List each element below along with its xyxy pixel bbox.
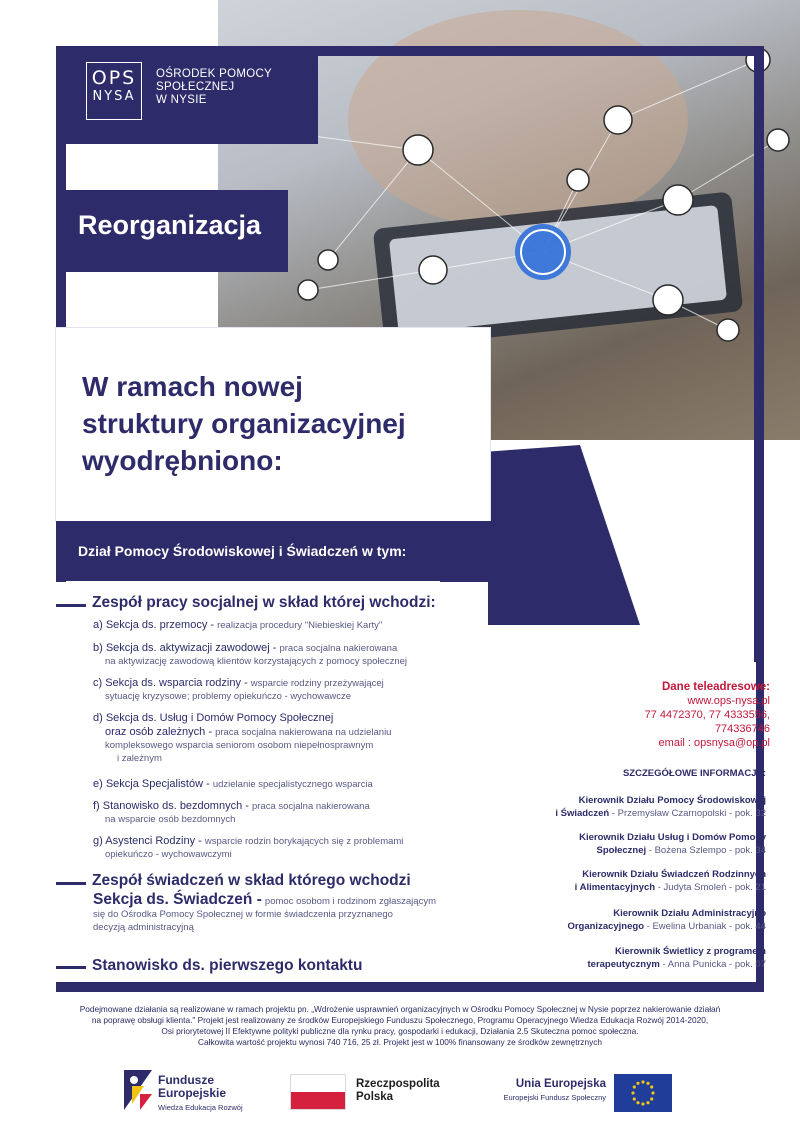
logo-mark-top: OPS xyxy=(91,67,137,89)
funding-logos xyxy=(0,1060,800,1130)
item-desc: praca socjalna nakierowana xyxy=(279,643,398,654)
item-desc-cont: opiekuńczo - wychowawczymi xyxy=(105,849,232,860)
department-title: Dział Pomocy Środowiskowej i Świadczeń w tym: xyxy=(78,543,407,559)
manager-role: Kierownik Działu Usług i Domów Pomocy xyxy=(579,832,766,843)
list-item xyxy=(93,642,407,668)
list-item xyxy=(93,712,333,725)
pl-line1: Rzeczpospolita xyxy=(356,1078,440,1090)
fundusze-europejskie-text xyxy=(158,1074,243,1112)
section-marker xyxy=(56,966,86,969)
department-band xyxy=(56,521,500,581)
manager-entry xyxy=(575,869,766,894)
manager-role: i Świadczeń xyxy=(555,807,610,819)
fe-line3: Wiedza Edukacja Rozwój xyxy=(158,1103,243,1112)
list-item xyxy=(93,800,370,826)
manager-role: Organizacyjnego xyxy=(567,920,645,932)
item-desc-cont: na aktywizację zawodową klientów korzystających z pomocy społecznej xyxy=(105,656,408,667)
team2-heading: Zespół świadczeń w skład którego wchodzi xyxy=(92,872,411,889)
item-desc-cont: kompleksowego wsparcia seniorom osobom niepełnosprawnym xyxy=(105,740,374,751)
manager-entry xyxy=(567,908,766,933)
manager-entry xyxy=(579,832,766,857)
logo-name xyxy=(156,68,272,107)
item-label: oraz osób zależnych - xyxy=(105,726,212,738)
ue-line1: Unia Europejska xyxy=(515,1078,606,1090)
rzeczpospolita-text xyxy=(356,1078,440,1104)
eu-stars-icon xyxy=(614,1074,672,1112)
headline xyxy=(82,368,406,479)
info-heading: SZCZEGÓŁOWE INFORMACJE: xyxy=(622,768,766,779)
team2-sub-desc-cont: się do Ośrodka Pomocy Społecznej w formie świadczenia przyznanego xyxy=(93,909,393,920)
logo-name-line3: W NYSIE xyxy=(156,94,207,106)
project-footnote xyxy=(30,1004,770,1048)
website-link[interactable]: www.ops-nysa.pl xyxy=(687,695,770,707)
ops-logo-mark xyxy=(86,62,142,120)
eu-flag-icon xyxy=(614,1074,672,1112)
pl-line2: Polska xyxy=(356,1091,394,1103)
list-item xyxy=(93,835,403,861)
section-marker xyxy=(56,882,86,885)
item-label: b) Sekcja ds. aktywizacji zawodowej - xyxy=(93,642,277,654)
phone-numbers-cont: 774336746 xyxy=(714,723,770,735)
item-label: f) Stanowisko ds. bezdomnych - xyxy=(93,800,249,812)
list-item xyxy=(93,677,384,703)
manager-person: - Przemysław Czarnopolski - pok. 32 xyxy=(611,807,766,819)
logo-name-line2: SPOŁECZNEJ xyxy=(156,81,235,93)
logo-name-line1: OŚRODEK POMOCY xyxy=(156,68,273,80)
item-desc: udzielanie specjalistycznego wsparcia xyxy=(212,779,373,790)
manager-person: - Bożena Szlempo - pok. 34 xyxy=(648,844,766,856)
footnote-line: Podejmowane działania są realizowane w ramach projektu pn. „Wdrożenie usprawnień organizacyjnych w Ośrodku Pomocy Społecznej w Nysie poprzez nakierowanie działań xyxy=(79,1004,721,1014)
list-item xyxy=(93,726,391,765)
footnote-line: Osi priorytetowej II Efektywne polityki publiczne dla rynku pracy, gospodarki i edukacji, Działania 2.5 Skuteczna pomoc społeczna. xyxy=(161,1026,639,1036)
item-desc-cont: sytuację kryzysowe; problemy opiekuńczo - wychowawcze xyxy=(105,691,352,702)
manager-role: Społecznej xyxy=(596,844,647,856)
headline-line3: wyodrębniono: xyxy=(82,445,283,476)
manager-role: terapeutycznym xyxy=(587,958,660,970)
email-link[interactable]: email : opsnysa@op.pl xyxy=(658,737,770,749)
title-block xyxy=(56,190,288,272)
headline-block xyxy=(56,328,490,521)
manager-role: Kierownik Świetlicy z programem xyxy=(615,946,766,957)
item-label: c) Sekcja ds. wsparcia rodziny - xyxy=(93,677,248,689)
contact-title: Dane teleadresowe: xyxy=(661,681,770,693)
headline-line2: struktury organizacyjnej xyxy=(82,408,406,439)
headline-line1: W ramach nowej xyxy=(82,371,303,402)
team1-heading: Zespół pracy socjalnej w skład której wchodzi: xyxy=(92,594,436,611)
manager-role: i Alimentacyjnych xyxy=(574,881,656,893)
item-label: g) Asystenci Rodziny - xyxy=(93,835,202,847)
manager-entry xyxy=(588,946,767,971)
fe-line1: Fundusze xyxy=(158,1073,214,1087)
logo-mark-bottom: NYSA xyxy=(92,89,136,104)
unia-europejska-text xyxy=(474,1078,606,1102)
page-title: Reorganizacja xyxy=(78,210,262,240)
team3-heading: Stanowisko ds. pierwszego kontaktu xyxy=(92,957,363,974)
ue-line2: Europejski Fundusz Społeczny xyxy=(503,1093,606,1102)
item-desc: realizacja procedury "Niebieskiej Karty" xyxy=(217,620,383,631)
item-label: e) Sekcja Specjalistów - xyxy=(93,778,210,790)
list-item xyxy=(93,893,436,934)
list-item xyxy=(93,619,382,632)
item-desc: praca socjalna nakierowana xyxy=(251,801,370,812)
fe-line2: Europejskie xyxy=(158,1086,227,1100)
manager-role: Kierownik Działu Administracyjno xyxy=(613,908,766,919)
contact-block xyxy=(645,680,770,750)
list-item xyxy=(93,778,373,791)
fundusze-europejskie-logo-icon xyxy=(122,1068,156,1112)
item-label: a) Sekcja ds. przemocy - xyxy=(93,619,215,631)
item-desc: wsparcie rodzin borykających się z problemami xyxy=(204,836,404,847)
phone-numbers: 77 4472370, 77 4333556, xyxy=(644,709,770,721)
section-marker xyxy=(56,604,86,607)
manager-entry xyxy=(555,795,766,820)
item-desc-cont: na wsparcie osób bezdomnych xyxy=(105,814,236,825)
manager-person: - Anna Punicka - pok. 07 xyxy=(662,958,766,970)
footnote-line: Całkowita wartość projektu wynosi 740 716, 25 zł. Projekt jest w 100% finansowany ze środków zewnętrznych xyxy=(198,1037,602,1047)
team2-sub-desc-cont: decyzją administracyjną xyxy=(93,922,194,933)
manager-person: - Judyta Smoleń - pok. 21 xyxy=(657,881,766,893)
manager-role: Kierownik Działu Pomocy Środowiskowej xyxy=(578,795,766,806)
team2-sub-desc: pomoc osobom i rodzinom zgłaszającym xyxy=(264,896,436,907)
item-desc: praca socjalna nakierowana na udzielaniu xyxy=(215,727,392,738)
item-desc: wsparcie rodziny przeżywającej xyxy=(250,678,384,689)
logo-block xyxy=(56,46,318,144)
manager-person: - Ewelina Urbaniak - pok. 44 xyxy=(646,920,766,932)
manager-role: Kierownik Działu Świadczeń Rodzinnych xyxy=(582,869,766,880)
team2-sub-label: Sekcja ds. Świadczeń - xyxy=(93,891,262,908)
polish-flag-icon xyxy=(290,1074,346,1110)
footnote-line: na poprawę obsługi klienta." Projekt jest realizowany ze środków Europejskiego Funduszu Społecznego, Programu Operacyjnego Wiedza Edukacja Rozwój 2014-2020, xyxy=(91,1015,709,1025)
item-label: d) Sekcja ds. Usług i Domów Pomocy Społecznej xyxy=(93,712,334,724)
item-desc-cont: i zależnym xyxy=(117,753,162,764)
